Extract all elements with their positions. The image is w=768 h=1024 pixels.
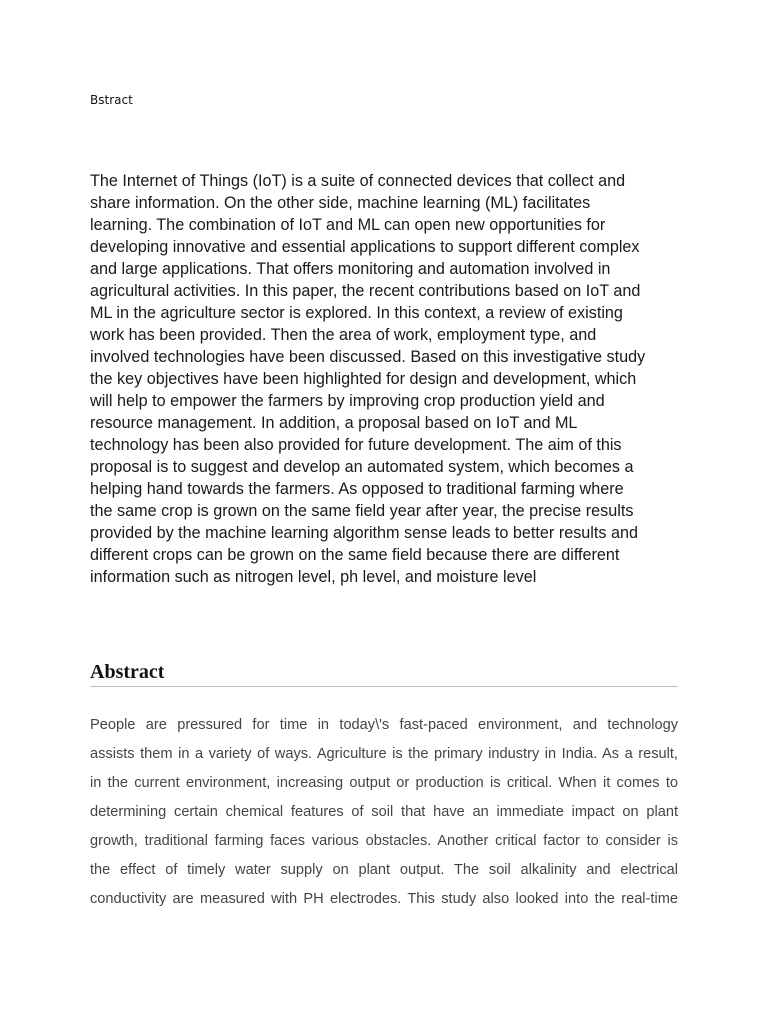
paragraph-line: growth, traditional farming faces various obstacles. Another critical factor to consider is [90, 833, 678, 849]
document-heading-bstract: Bstract [90, 93, 133, 107]
paragraph-line: involved technologies have been discussed. Based on this investigative study [90, 348, 646, 366]
paragraph-line: will help to empower the farmers by improving crop production yield and [90, 392, 605, 410]
paragraph-line: work has been provided. Then the area of work, employment type, and [90, 326, 597, 344]
paragraph-line: technology has been also provided for future development. The aim of this [90, 436, 622, 454]
paragraph-line: learning. The combination of IoT and ML can open new opportunities for [90, 216, 606, 234]
paragraph-line: The Internet of Things (IoT) is a suite of connected devices that collect and [90, 172, 626, 190]
paragraph-line: information such as nitrogen level, ph level, and moisture level [90, 568, 537, 586]
paragraph-line: the key objectives have been highlighted for design and development, which [90, 370, 637, 388]
abstract-heading: Abstract [90, 661, 165, 683]
paragraph-line: ML in the agriculture sector is explored. In this context, a review of existing [90, 304, 623, 322]
paragraph-line: provided by the machine learning algorithm sense leads to better results and [90, 524, 638, 542]
paragraph-line: developing innovative and essential applications to support different complex [90, 238, 640, 256]
paragraph-line: conductivity are measured with PH electrodes. This study also looked into the real-time [90, 891, 678, 907]
paragraph-line: different crops can be grown on the same field because there are different [90, 546, 620, 564]
second-abstract-paragraph [90, 711, 678, 914]
paragraph-line: and large applications. That offers monitoring and automation involved in [90, 260, 611, 278]
paragraph-line: assists them in a variety of ways. Agriculture is the primary industry in India. As a result, [90, 746, 678, 762]
paragraph-line: agricultural activities. In this paper, the recent contributions based on IoT and [90, 282, 641, 300]
paragraph-line: the same crop is grown on the same field year after year, the precise results [90, 502, 634, 520]
paragraph-line: resource management. In addition, a proposal based on IoT and ML [90, 414, 578, 432]
paragraph-line: proposal is to suggest and develop an automated system, which becomes a [90, 458, 634, 476]
paragraph-line: the effect of timely water supply on plant output. The soil alkalinity and electrical [90, 862, 678, 878]
paragraph-line: People are pressured for time in today\'s fast-paced environment, and technology [90, 717, 678, 733]
paragraph-line: determining certain chemical features of soil that have an immediate impact on plant [90, 804, 678, 820]
first-abstract-paragraph [90, 170, 690, 588]
paragraph-line: in the current environment, increasing output or production is critical. When it comes to [90, 775, 678, 791]
heading-divider [90, 686, 678, 687]
paragraph-line: helping hand towards the farmers. As opposed to traditional farming where [90, 480, 624, 498]
paragraph-line: share information. On the other side, machine learning (ML) facilitates [90, 194, 591, 212]
